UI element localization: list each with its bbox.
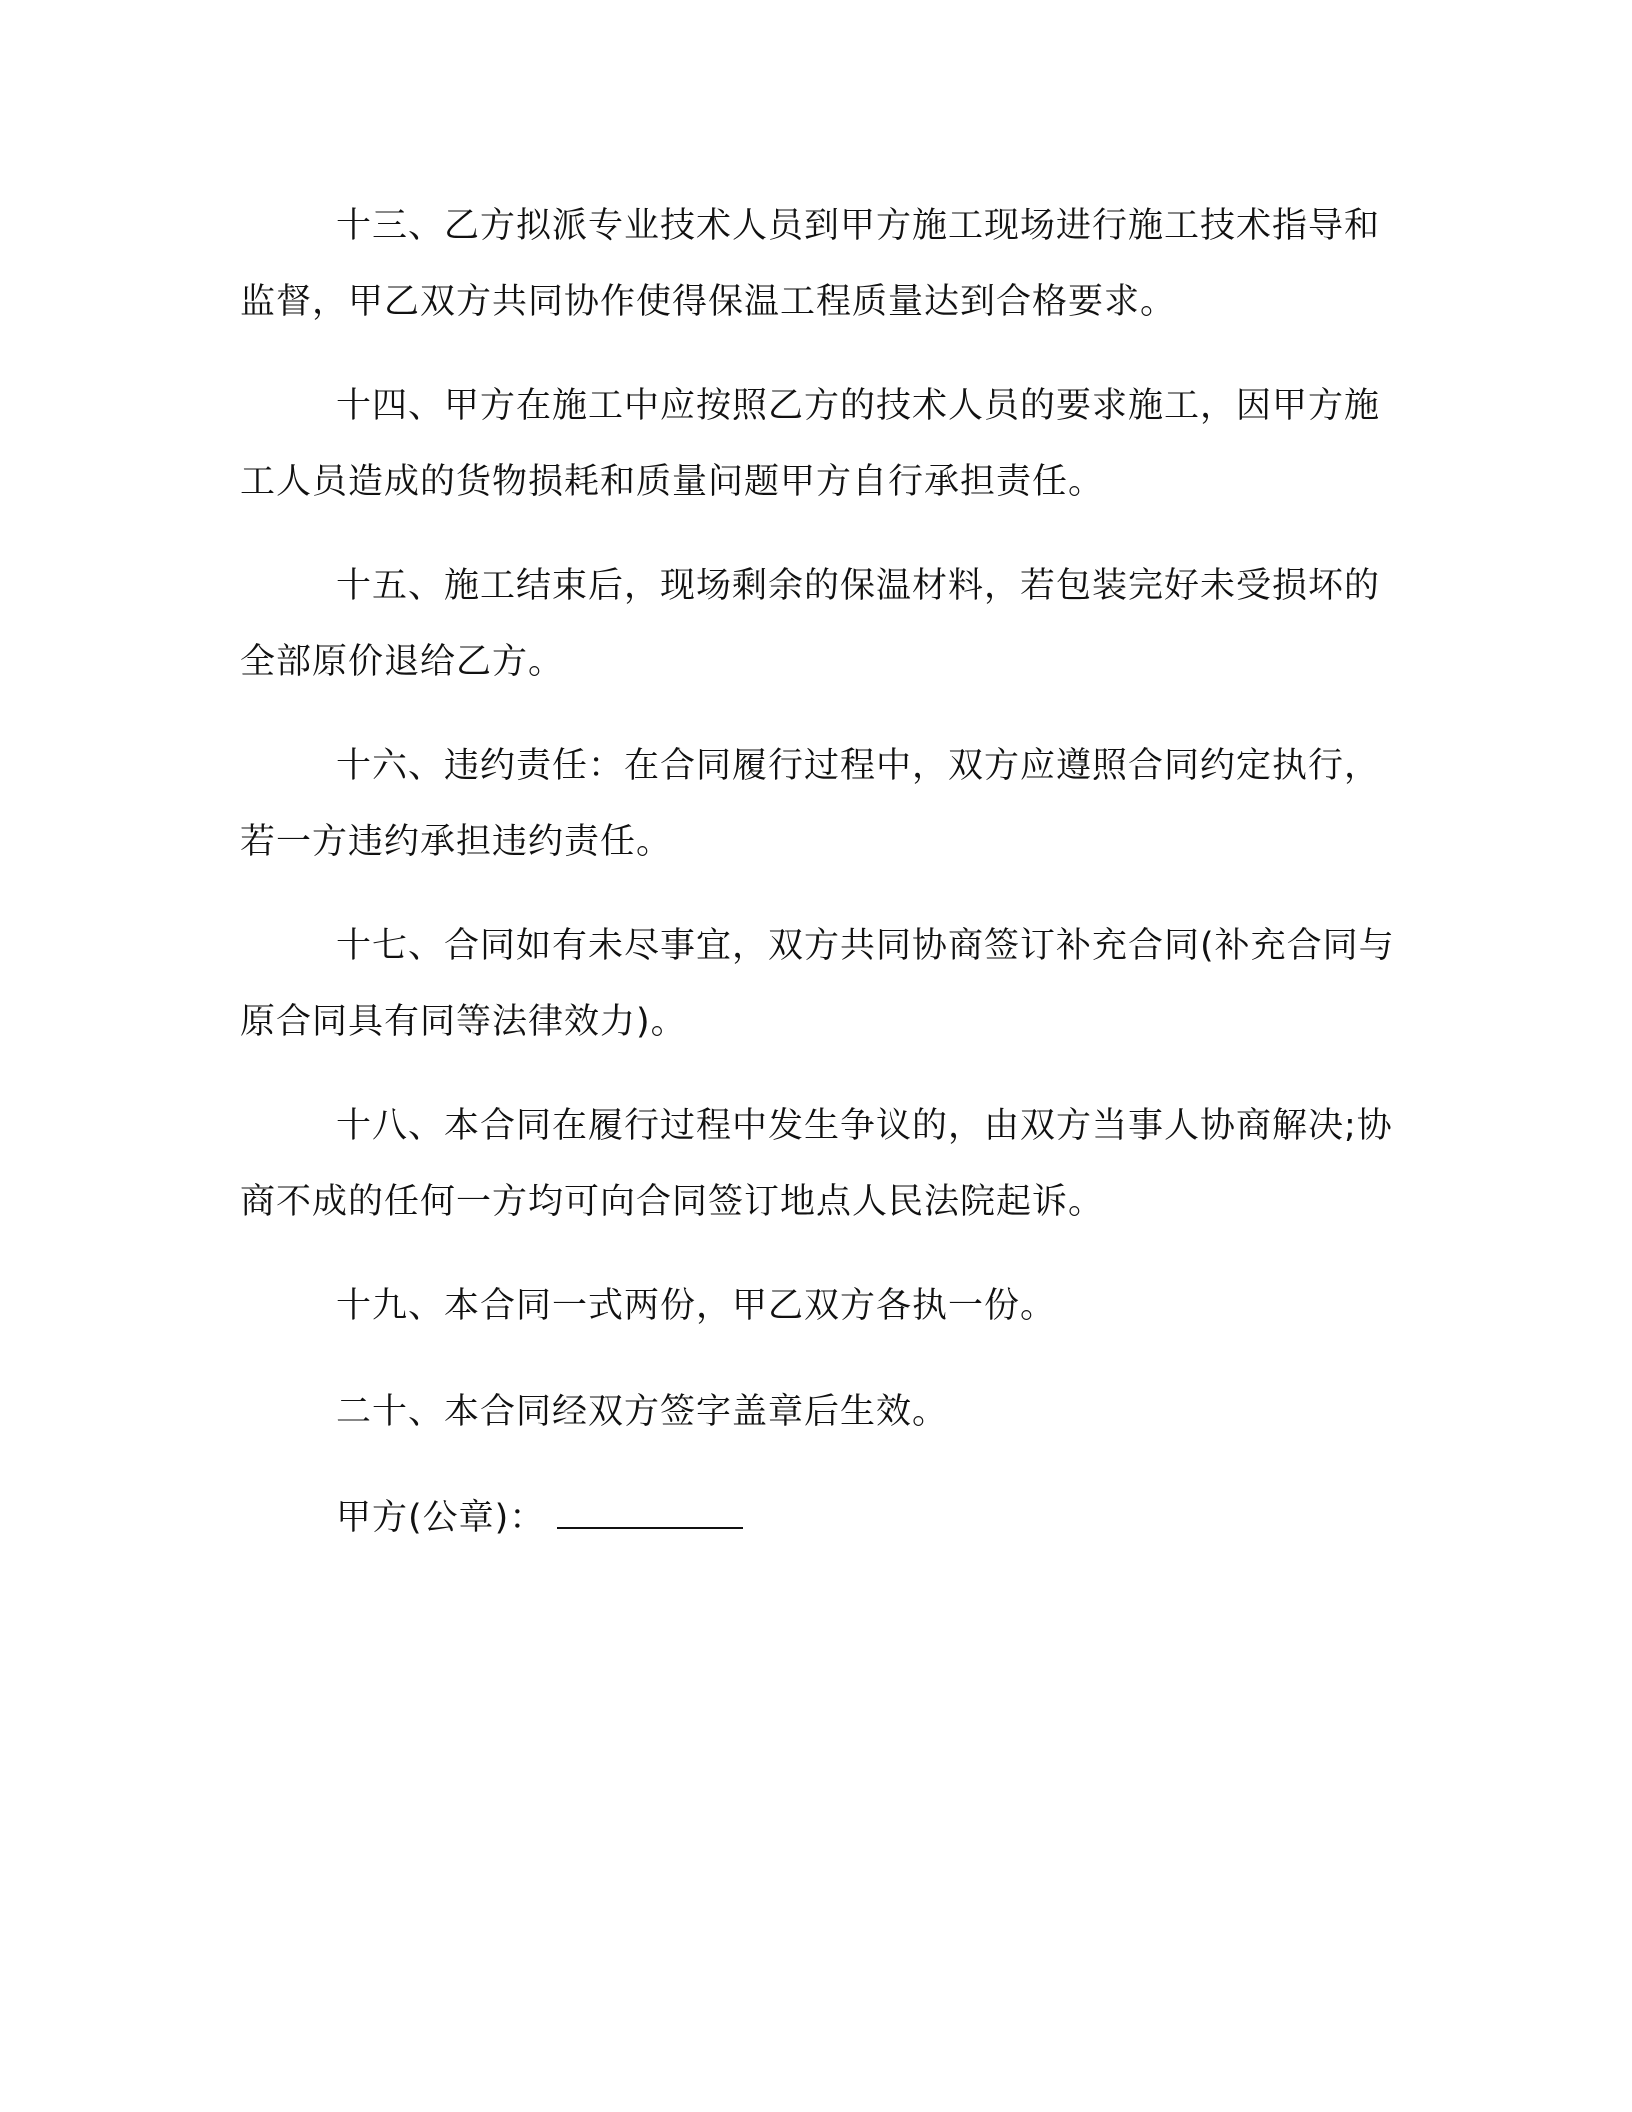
party-a-signature (240, 1480, 1410, 1556)
signature-blank-line (557, 1499, 743, 1529)
clause-20: 二十、本合同经双方签字盖章后生效。 (336, 1392, 949, 1432)
clause-17: 十七、合同如有未尽事宜，双方共同协商签订补充合同(补充合同与原合同具有同等法律效力)。 (240, 926, 1395, 1042)
clause-18: 十八、本合同在履行过程中发生争议的，由双方当事人协商解决;协商不成的任何一方均可向合同签订地点人民法院起诉。 (240, 1106, 1393, 1222)
clause-15: 十五、施工结束后，现场剩余的保温材料，若包装完好未受损坏的全部原价退给乙方。 (240, 566, 1381, 682)
clause-14: 十四、甲方在施工中应按照乙方的技术人员的要求施工，因甲方施工人员造成的货物损耗和质量问题甲方自行承担责任。 (240, 386, 1381, 502)
contract-body (240, 188, 1410, 1556)
clause-16: 十六、违约责任：在合同履行过程中，双方应遵照合同约定执行，若一方违约承担违约责任。 (240, 746, 1381, 862)
clause-13: 十三、乙方拟派专业技术人员到甲方施工现场进行施工技术指导和监督，甲乙双方共同协作使得保温工程质量达到合格要求。 (240, 206, 1381, 322)
clause-19: 十九、本合同一式两份，甲乙双方各执一份。 (336, 1286, 1057, 1326)
party-a-label: 甲方(公章)： (336, 1498, 546, 1538)
